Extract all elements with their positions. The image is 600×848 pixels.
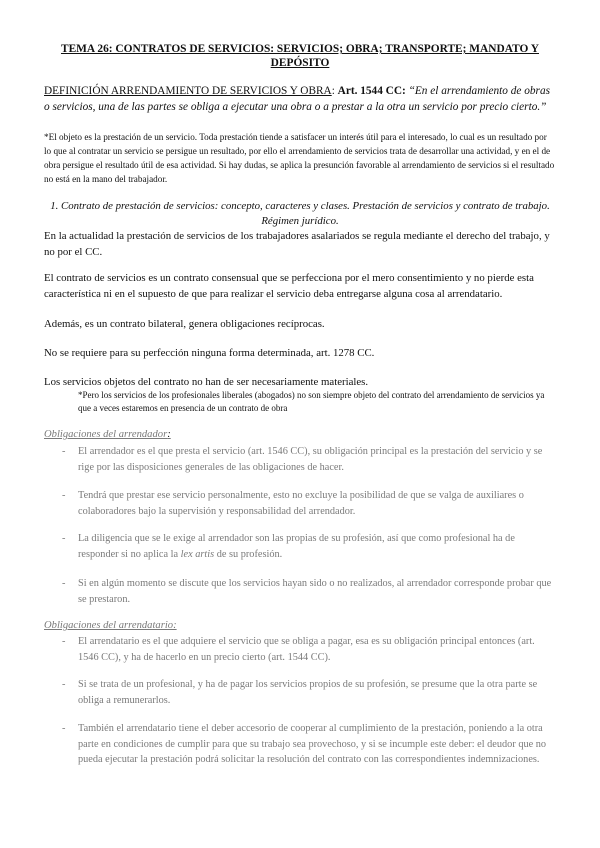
definition-heading: DEFINICIÓN ARRENDAMIENTO DE SERVICIOS Y OBRA	[44, 85, 332, 97]
arrendatario-item: - El arrendatario es el que adquiere el servicio que se obliga a pagar, esa es su obligación principal entonces (art. 1546 CC), y ha de hacerlo en un precio cierto (art. 1544 CC).	[62, 636, 535, 663]
bullet-dash: -	[62, 490, 66, 501]
definition-paragraph	[44, 84, 556, 115]
definition-article: Art. 1544 CC:	[337, 85, 406, 97]
object-note: *El objeto es la prestación de un servicio. Toda prestación tiende a satisfacer un interés útil para el interesado, lo cual es un resultado por lo que al contratar un servicio se persigue un resultado, por ello el arrendamiento de servicios trata de desarrollar una actividad, y en el de obra persigue el resultado útil de esa actividad. Si hay dudas, se aplica la presunción favorable al arrendamiento de servicios si el resultado no está en la mano del trabajador.	[44, 132, 555, 184]
arrendador-item: - Tendrá que prestar ese servicio personalmente, esto no excluye la posibilidad de que se valga de auxiliares o colaboradores bajo la supervisión y responsabilidad del arrendador.	[62, 490, 524, 517]
arrendador-item: - La diligencia que se le exige al arrendador son las propias de su profesión, así que como profesional ha de responder si no aplica la lex artis de su profesión.	[62, 533, 515, 560]
arrendador-item: - Si en algún momento se discute que los servicios hayan sido o no realizados, al arrendador corresponde probar que se prestaron.	[62, 578, 552, 605]
arrendatario-heading: Obligaciones del arrendatario:	[44, 620, 177, 631]
bullet-dash: -	[62, 446, 66, 457]
paragraph-4: No se requiere para su perfección ninguna forma determinada, art. 1278 CC.	[44, 347, 375, 359]
definition-quote: “En el arrendamiento de obras o servicios, una de las partes se obliga a ejecutar una obra o a prestar a la otra un servicio por precio cierto.”	[44, 85, 551, 113]
bullet-dash: -	[62, 578, 66, 589]
bullet-dash: -	[62, 533, 66, 544]
bullet-dash: -	[62, 723, 66, 734]
bullet-dash: -	[62, 679, 66, 690]
document-title: TEMA 26: CONTRATOS DE SERVICIOS: SERVICIOS; OBRA; TRANSPORTE; MANDATO Y DEPÓSITO	[60, 43, 539, 69]
paragraph-5: Los servicios objetos del contrato no han de ser necesariamente materiales.	[44, 376, 369, 388]
arrendador-heading: Obligaciones del arrendador:	[44, 429, 171, 440]
arrendatario-item: - Si se trata de un profesional, y ha de pagar los servicios propios de su profesión, se presume que la otra parte se obliga a remunerarlos.	[62, 679, 538, 706]
paragraph-3: Además, es un contrato bilateral, genera obligaciones recíprocas.	[44, 318, 325, 330]
paragraph-2: El contrato de servicios es un contrato consensual que se perfecciona por el mero consentimiento y no pierde esta característica ni en el supuesto de que para realizar el servicio deba entregarse alguna cosa al arrendatario.	[44, 272, 534, 300]
arrendador-item: - El arrendador es el que presta el servicio (art. 1546 CC), su obligación principal es la prestación del servicio y se rige por las disposiciones generales de las obligaciones de hacer.	[62, 446, 543, 473]
definition-colon: :	[331, 85, 338, 97]
paragraph-1: En la actualidad la prestación de servicios de los trabajadores asalariados se regula mediante el derecho del trabajo, y no por el CC.	[44, 230, 550, 258]
arrendatario-item: - También el arrendatario tiene el deber accesorio de cooperar al cumplimiento de la prestación, poniendo a la otra parte en condiciones de cumplir para que su trabajo sea provechoso, y si se incumple este deber: el deudor que no pueda ejecutar la prestación podrá solicitar la resolución del contrato con las correspondientes indemnizaciones.	[62, 723, 547, 765]
paragraph-5-note: *Pero los servicios de los profesionales liberales (abogados) no son siempre objeto del contrato del arrendamiento de servicios ya que a veces estaremos en presencia de un contrato de obra	[78, 390, 545, 413]
section-1-title: 1. Contrato de prestación de servicios: concepto, caracteres y clases. Prestación de servicios y contrato de trabajo. Régimen jurídico.	[50, 200, 550, 227]
bullet-dash: -	[62, 636, 66, 647]
